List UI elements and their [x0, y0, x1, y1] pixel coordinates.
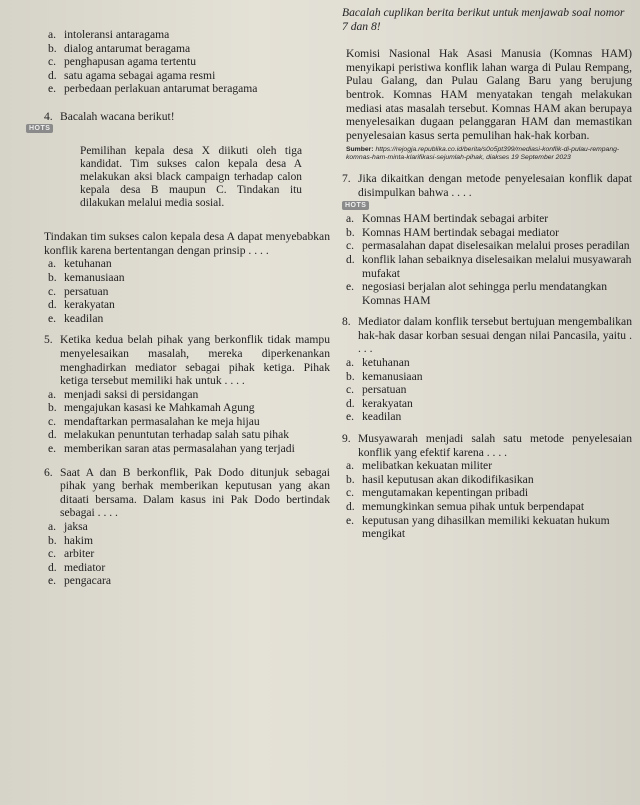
option-q7-a[interactable] — [342, 212, 632, 226]
option-letter: e. — [48, 442, 57, 456]
option-text: Komnas HAM bertindak sebagai mediator — [362, 225, 560, 239]
option-text: jaksa — [64, 520, 88, 534]
option-q7-b[interactable] — [342, 226, 632, 240]
option-letter: d. — [48, 560, 57, 574]
option-text: ketuhanan — [64, 257, 112, 271]
question-number: 9. — [342, 432, 351, 446]
q5-options — [44, 388, 330, 456]
option-text: hasil keputusan akan dikodifikasikan — [362, 472, 534, 486]
option-q3-d[interactable] — [44, 69, 330, 83]
option-text: permasalahan dapat diselesaikan melalui proses peradilan — [362, 239, 630, 253]
option-text: mediator — [64, 560, 106, 574]
option-letter: a. — [48, 257, 57, 271]
option-letter: c. — [48, 55, 57, 69]
option-q9-a[interactable] — [342, 459, 632, 473]
option-q8-b[interactable] — [342, 370, 632, 384]
option-text: satu agama sebagai agama resmi — [64, 68, 216, 82]
option-text: memungkinkan semua pihak untuk berpendapat — [362, 500, 585, 513]
question-text: Mediator dalam konflik tersebut bertujuan mengembalikan hak-hak dasar korban sesuai dengan nilai Pancasila, yaitu . . . . — [358, 315, 632, 356]
news-excerpt: Komisi Nasional Hak Asasi Manusia (Komnas HAM) menyikapi peristiwa konflik lahan warga di Pulau Rempang, Pulau Galang, dan Pulau Galang Baru yang berujung bentrok. Komnas HAM menyatakan tengah melakukan mediasi atas masalah tersebut. Komnas HAM akan berupaya menyelesaikan dugaan pelanggaran HAM dan memastikan penyelesaian kasus serta pemulihan hak-hak korban. — [346, 47, 632, 142]
option-text: persatuan — [64, 284, 109, 298]
hots-badge: HOTS — [342, 201, 369, 210]
option-text: kemanusiaan — [362, 369, 423, 383]
option-letter: b. — [48, 270, 57, 284]
option-letter: d. — [346, 396, 355, 410]
option-q4-a[interactable] — [44, 257, 330, 271]
option-letter: d. — [48, 68, 57, 82]
option-letter: b. — [346, 225, 355, 239]
option-text: penghapusan agama tertentu — [64, 55, 196, 69]
option-text: dialog antarumat beragama — [64, 41, 191, 55]
option-q4-c[interactable] — [44, 285, 330, 299]
option-q5-a[interactable] — [44, 388, 330, 402]
left-column — [29, 28, 330, 588]
option-letter: c. — [48, 414, 57, 428]
source-label: Sumber: — [346, 146, 374, 154]
option-q3-a[interactable] — [44, 28, 330, 42]
option-text: Komnas HAM bertindak sebagai arbiter — [362, 212, 549, 226]
option-letter: d. — [346, 500, 355, 513]
option-text: persatuan — [362, 383, 407, 397]
option-q6-b[interactable] — [44, 534, 330, 548]
question-5 — [44, 333, 330, 387]
news-source — [342, 146, 632, 162]
option-letter: c. — [48, 284, 57, 298]
option-q8-c[interactable] — [342, 383, 632, 397]
option-letter: a. — [346, 356, 355, 370]
source-link[interactable]: https://rejogja.republika.co.id/berita/s0o5pt399/mediasi-konflik-di-pulau-rempang-komnas-ham-minta-klarifikasi-sejumlah-pihak, diakses 19 September 2023 — [346, 146, 620, 162]
question-number: 4. — [44, 109, 53, 123]
question-7 — [342, 172, 632, 199]
question-text: Saat A dan B berkonflik, Pak Dodo ditunjuk sebagai pihak yang berhak memberikan keputusan yang akan ditaati bersama. Dalam kasus ini Pak Dodo bertindak sebagai . . . . — [60, 465, 330, 520]
q6-options — [44, 520, 330, 588]
q8-options — [342, 356, 632, 424]
option-letter: a. — [346, 459, 355, 473]
option-q7-d[interactable] — [342, 253, 632, 280]
option-letter: c. — [48, 547, 57, 561]
option-q5-e[interactable] — [44, 442, 330, 456]
option-letter: c. — [346, 486, 355, 500]
option-text: pengacara — [64, 574, 111, 588]
option-letter: c. — [346, 239, 355, 253]
question-text: Musyawarah menjadi salah satu metode penyelesaian konflik yang efektif karena . . . . — [358, 432, 632, 459]
option-q9-e[interactable] — [342, 514, 632, 541]
option-text: keadilan — [362, 410, 402, 424]
option-letter: a. — [48, 520, 57, 534]
q7-options — [342, 212, 632, 307]
option-q4-d[interactable] — [44, 298, 330, 312]
option-q3-e[interactable] — [44, 82, 330, 96]
question-9 — [342, 432, 632, 459]
option-text: keputusan yang dihasilkan memiliki kekuatan hukum mengikat — [362, 513, 610, 541]
q3-options — [44, 28, 330, 96]
question-text: Ketika kedua belah pihak yang berkonflik tidak mampu menyelesaikan masalah, mereka diperkenankan menghadirkan mediator sebagai pihak ketiga. Pihak ketiga tersebut memiliki hak untuk . . . . — [60, 333, 330, 388]
option-text: kerakyatan — [362, 396, 413, 410]
option-letter: b. — [346, 369, 355, 383]
option-q9-c[interactable] — [342, 486, 632, 500]
option-text: melakukan penuntutan terhadap salah satu pihak — [64, 428, 290, 442]
option-q6-e[interactable] — [44, 574, 330, 588]
option-q8-d[interactable] — [342, 397, 632, 411]
option-q5-c[interactable] — [44, 415, 330, 429]
question-number: 8. — [342, 315, 351, 329]
option-q9-d[interactable] — [342, 500, 632, 514]
option-letter: c. — [346, 383, 355, 397]
option-letter: e. — [346, 410, 355, 424]
option-q4-e[interactable] — [44, 312, 330, 326]
option-text: memberikan saran atas permasalahan yang terjadi — [64, 442, 295, 456]
option-q6-c[interactable] — [44, 547, 330, 561]
q4-options — [44, 257, 330, 325]
option-q8-a[interactable] — [342, 356, 632, 370]
option-text: kerakyatan — [64, 298, 115, 312]
option-text: menjadi saksi di persidangan — [64, 387, 199, 401]
option-q3-b[interactable] — [44, 42, 330, 56]
question-prompt: Bacalah wacana berikut! — [60, 109, 175, 123]
question-number: 6. — [44, 465, 53, 479]
option-text: mengutamakan kepentingan pribadi — [362, 486, 529, 500]
option-text: kemanusiaan — [64, 270, 125, 284]
option-text: hakim — [64, 533, 93, 547]
option-q9-b[interactable] — [342, 473, 632, 487]
option-q6-a[interactable] — [44, 520, 330, 534]
option-text: mengajukan kasasi ke Mahkamah Agung — [64, 401, 255, 415]
question-text: Jika dikaitkan dengan metode penyelesaian konflik dapat disimpulkan bahwa . . . . — [358, 172, 632, 199]
option-letter: d. — [48, 428, 57, 442]
option-letter: a. — [48, 387, 57, 401]
option-q3-c[interactable] — [44, 55, 330, 69]
option-text: negosiasi berjalan alot sehingga perlu mendatangkan Komnas HAM — [362, 280, 607, 307]
option-text: keadilan — [64, 311, 104, 325]
option-letter: e. — [346, 280, 355, 294]
question-4-text: Tindakan tim sukses calon kepala desa A dapat menyebabkan konflik karena bertentangan dengan prinsip . . . . — [44, 230, 330, 257]
option-letter: b. — [346, 472, 355, 486]
option-q5-d[interactable] — [44, 428, 330, 442]
option-letter: d. — [346, 252, 355, 266]
option-letter: d. — [48, 298, 57, 312]
option-letter: b. — [48, 401, 57, 415]
q9-options — [342, 459, 632, 541]
option-q6-d[interactable] — [44, 561, 330, 575]
option-letter: a. — [346, 212, 355, 226]
option-letter: b. — [48, 41, 57, 55]
option-q5-b[interactable] — [44, 401, 330, 415]
hots-badge: HOTS — [26, 124, 53, 133]
question-number: 7. — [342, 172, 351, 186]
option-letter: e. — [346, 513, 355, 527]
option-text: arbiter — [64, 547, 95, 561]
option-letter: e. — [48, 82, 57, 96]
option-text: konflik lahan sebaiknya diselesaikan melalui musyawarah mufakat — [362, 252, 632, 280]
option-letter: e. — [48, 574, 57, 588]
question-8 — [342, 315, 632, 356]
option-q4-b[interactable] — [44, 271, 330, 285]
option-text: ketuhanan — [362, 356, 410, 370]
question-6 — [44, 466, 330, 520]
option-letter: a. — [48, 28, 57, 41]
option-q7-c[interactable] — [342, 239, 632, 253]
option-q7-e[interactable] — [342, 280, 632, 307]
option-letter: e. — [48, 311, 57, 325]
option-q8-e[interactable] — [342, 410, 632, 424]
question-number: 5. — [44, 333, 53, 347]
right-column — [342, 6, 632, 541]
option-text: perbedaan perlakuan antarumat beragama — [64, 82, 258, 96]
case-passage: Pemilihan kepala desa X diikuti oleh tiga kandidat. Tim sukses calon kepala desa A melakukan aksi black campaign terhadap calon kepala desa B maupun C. Tindakan itu dilakukan melalui media sosial. — [80, 145, 302, 210]
option-text: mendaftarkan permasalahan ke meja hijau — [64, 414, 260, 428]
question-4-prompt — [44, 110, 330, 124]
question-text-wrap — [358, 172, 632, 199]
option-letter: b. — [48, 533, 57, 547]
option-text: melibatkan kekuatan militer — [362, 459, 493, 473]
reading-instruction: Bacalah cuplikan berita berikut untuk menjawab soal nomor 7 dan 8! — [342, 6, 625, 33]
option-text: intoleransi antaragama — [64, 28, 170, 41]
